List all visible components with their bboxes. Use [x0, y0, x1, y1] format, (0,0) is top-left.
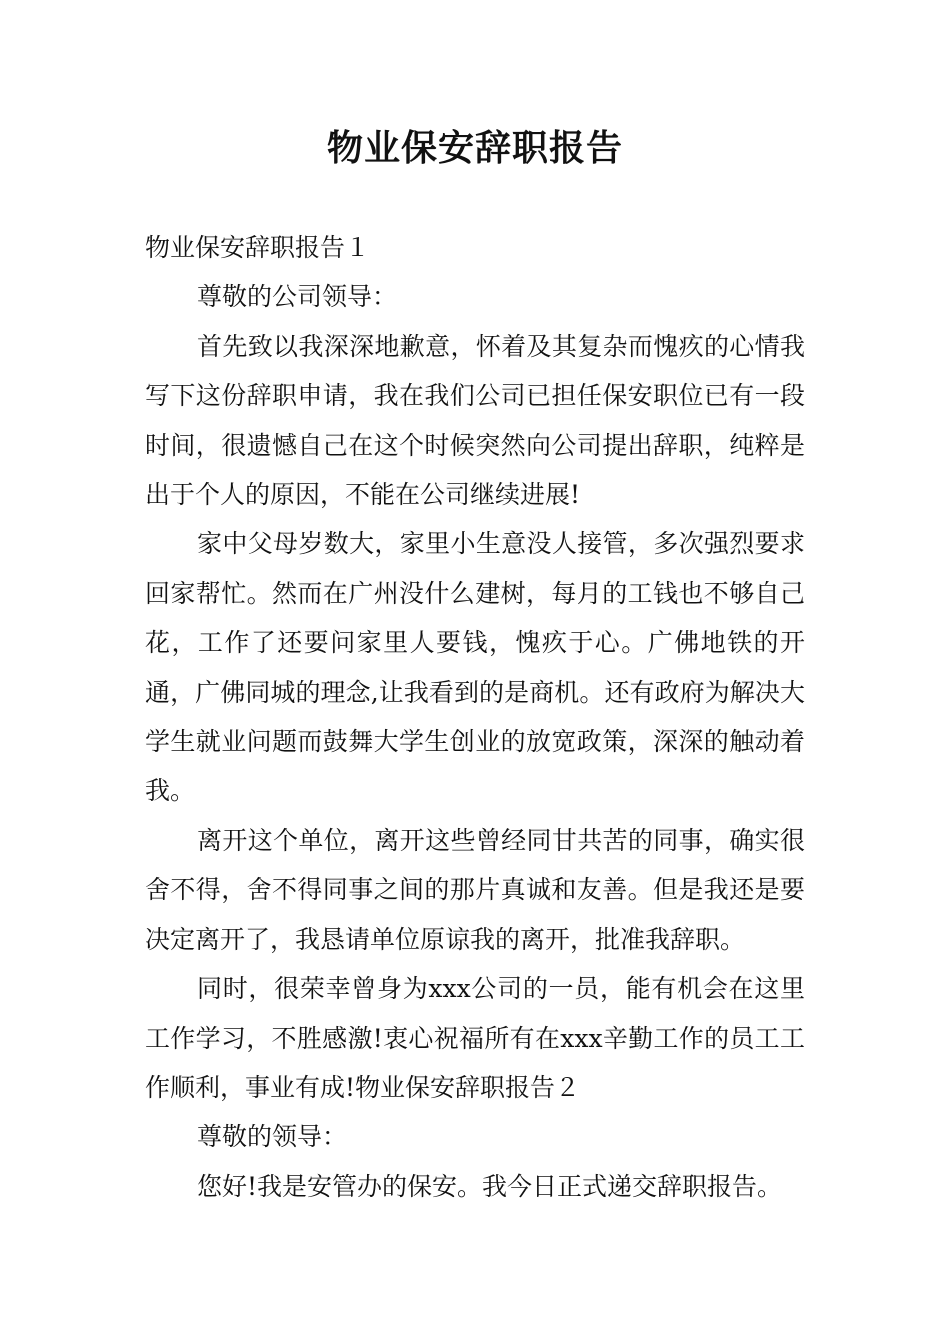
- paragraph-heading-1: 物业保安辞职报告１: [145, 233, 371, 262]
- document-title: 物业保安辞职报告: [326, 128, 623, 169]
- paragraph-farewell: 离开这个单位，离开这些曾经同甘共苦的同事，确实很舍不得，舍不得同事之间的那片真诚和友善。但是我还是要决定离开了，我恳请单位原谅我的离开，批准我辞职。: [145, 825, 805, 954]
- paragraph-salutation-2: 尊敬的领导：: [197, 1122, 348, 1152]
- paragraph-greeting: 您好!我是安管办的保安。我今日正式递交辞职报告。: [197, 1171, 783, 1201]
- document-body: [145, 223, 805, 1211]
- paragraph-gratitude: 同时，很荣幸曾身为xxx公司的一员，能有机会在这里工作学习，不胜感激!衷心祝福所有在xxx辛勤工作的员工工作顺利，事业有成!物业保安辞职报告２: [145, 974, 805, 1102]
- paragraph-salutation-1: 尊敬的公司领导：: [197, 282, 398, 312]
- paragraph-family-reason: 家中父母岁数大，家里小生意没人接管，多次强烈要求回家帮忙。然而在广州没什么建树，每月的工钱也不够自己花，工作了还要问家里人要钱，愧疚于心。广佛地铁的开通，广佛同城的理念,让我看到的是商机。还有政府为解决大学生就业问题而鼓舞大学生创业的放宽政策，深深的触动着我。: [145, 529, 805, 806]
- paragraph-apology: 首先致以我深深地歉意，怀着及其复杂而愧疚的心情我写下这份辞职申请，我在我们公司已担任保安职位已有一段时间，很遗憾自己在这个时候突然向公司提出辞职，纯粹是出于个人的原因，不能在公司继续进展!: [145, 331, 805, 510]
